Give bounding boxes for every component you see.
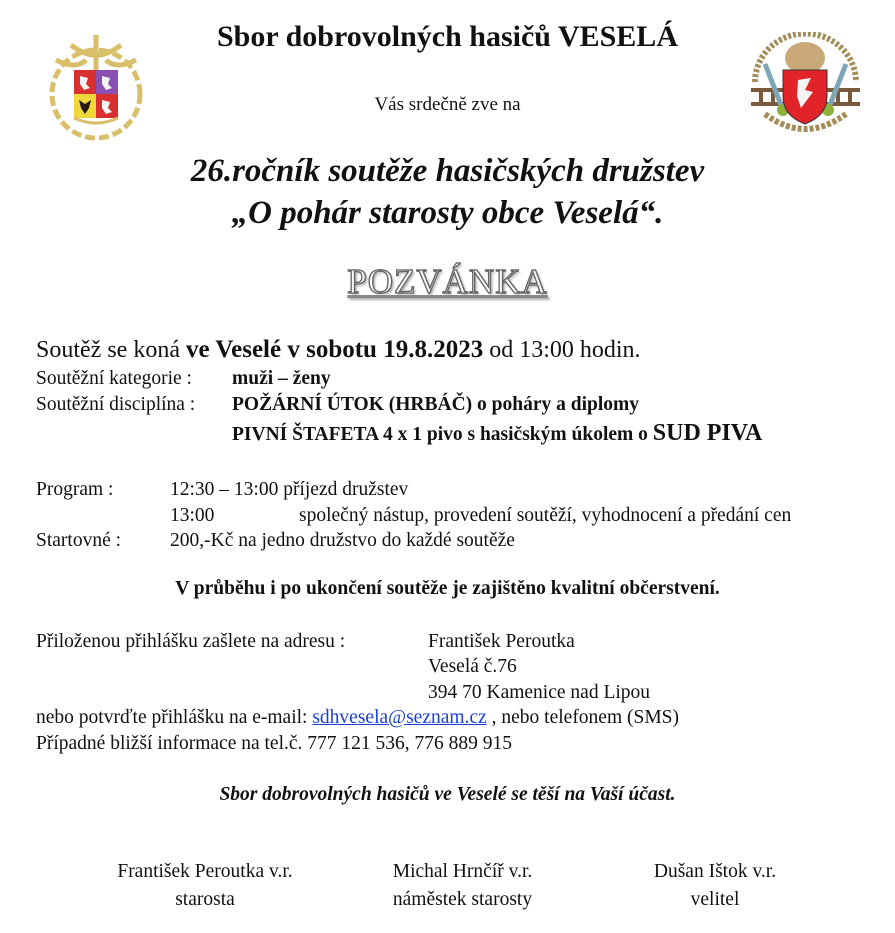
fee-value: 200,-Kč na jedno družstvo do každé soutěže (170, 530, 515, 551)
discipline-row (36, 394, 639, 416)
category-label: Soutěžní kategorie : (36, 368, 192, 389)
signature-name: Michal Hrnčíř v.r. (392, 861, 533, 882)
event-date-line (36, 336, 641, 364)
refreshment-note: V průběhu i po ukončení soutěže je zajištěno kvalitní občerstvení. (175, 578, 720, 599)
organization-title: Sbor dobrovolných hasičů VESELÁ (216, 20, 678, 53)
program-text: společný nástup, provedení soutěží, vyhodnocení a předání cen (299, 505, 792, 526)
discipline-1: POŽÁRNÍ ÚTOK (HRBÁČ) o poháry a diplomy (232, 394, 640, 415)
email-line (36, 707, 679, 729)
intro-suffix: od 13:00 hodin. (483, 337, 641, 363)
event-title-line1: 26.ročník soutěže hasičských družstev (190, 153, 705, 189)
fee-label: Startovné : (36, 530, 122, 551)
address-line-2: Veselá č.76 (428, 656, 517, 677)
category-value: muži – ženy (232, 368, 331, 389)
invitation-heading: POZVÁNKA (347, 262, 548, 301)
email-prefix: nebo potvrďte přihlášku na e-mail: (36, 707, 313, 728)
address-line-3: 394 70 Kamenice nad Lipou (428, 682, 651, 703)
program-time: 13:00 (170, 505, 215, 526)
fee-row (36, 530, 515, 552)
closing-line: Sbor dobrovolných hasičů ve Veselé se těší na Vaší účast. (219, 784, 676, 805)
signature-3 (610, 858, 820, 914)
signature-name: Dušan Ištok v.r. (653, 861, 777, 882)
signature-role: velitel (690, 889, 740, 910)
signature-2 (355, 858, 570, 914)
program-row-2 (170, 505, 791, 527)
event-title-line2: „O pohár starosty obce Veselá“. (231, 195, 664, 231)
program-row-1 (36, 479, 408, 501)
address-label: Přiloženou přihlášku zašlete na adresu : (36, 631, 346, 652)
email-link[interactable]: sdhvesela@seznam.cz (312, 707, 487, 728)
program-label: Program : (36, 479, 114, 500)
phone-line: Případné bližší informace na tel.č. 777 121 536, 776 889 915 (36, 733, 513, 754)
signature-role: náměstek starosty (392, 889, 533, 910)
discipline-2: PIVNÍ ŠTAFETA 4 x 1 pivo s hasičským úkolem o (232, 424, 653, 445)
event-title (0, 150, 895, 234)
intro-prefix: Soutěž se koná (36, 337, 186, 363)
program-time: 12:30 – 13:00 (170, 479, 279, 500)
discipline-label: Soutěžní disciplína : (36, 394, 196, 415)
signature-role: starosta (175, 889, 235, 910)
invite-line: Vás srdečně zve na (374, 94, 521, 115)
signature-name: František Peroutka v.r. (117, 861, 293, 882)
email-suffix: , nebo telefonem (SMS) (486, 707, 680, 728)
discipline-2-row (232, 420, 762, 447)
intro-bold: ve Veselé v sobotu 19.8.2023 (185, 336, 484, 363)
address-line-1: František Peroutka (428, 631, 575, 652)
discipline-2-prize: SUD PIVA (652, 420, 763, 446)
category-row (36, 368, 331, 390)
signature-1 (90, 858, 320, 914)
program-text: příjezd družstev (283, 479, 409, 500)
